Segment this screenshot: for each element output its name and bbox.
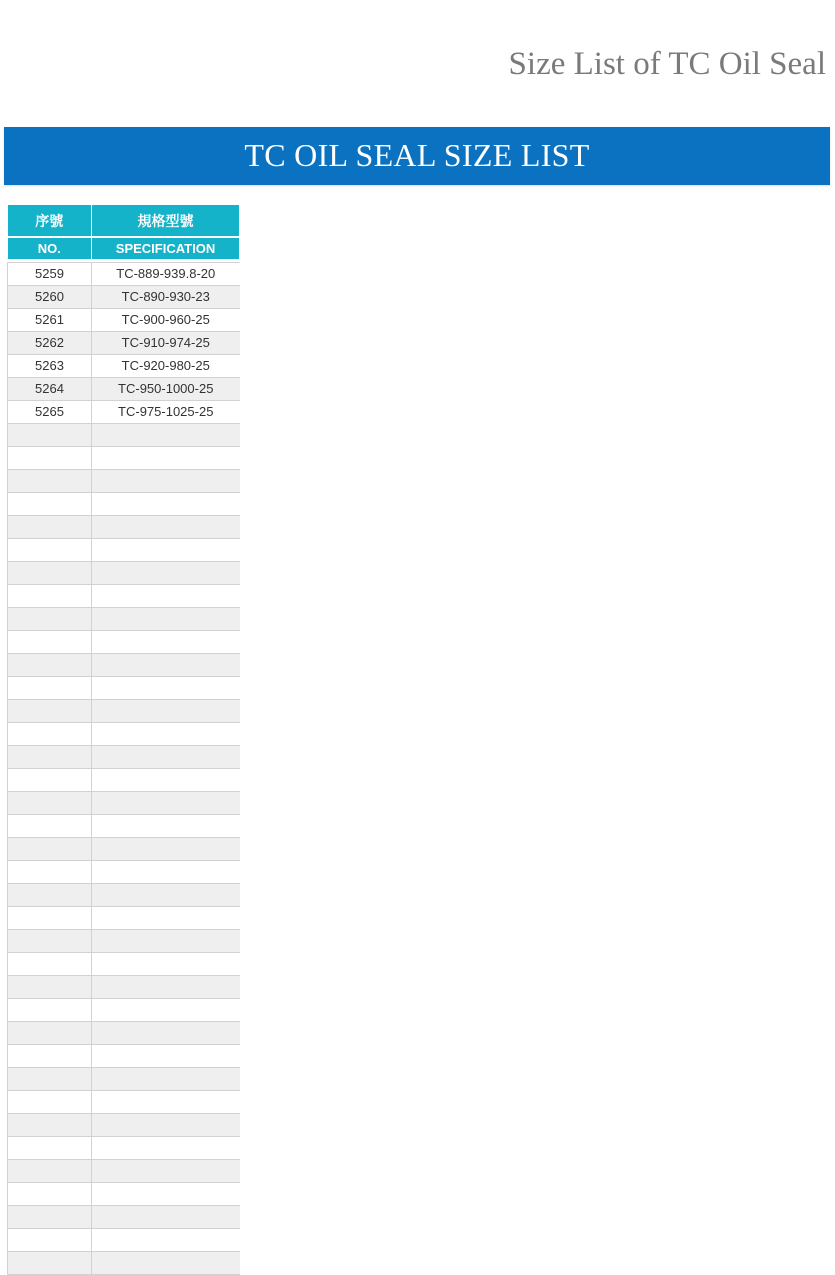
table-row — [8, 1229, 240, 1252]
cell-no: 5261 — [8, 309, 92, 332]
header-row-cn — [8, 205, 240, 237]
table-row — [8, 769, 240, 792]
cell-spec — [92, 1160, 240, 1183]
table-row — [8, 700, 240, 723]
cell-spec — [92, 608, 240, 631]
cell-spec — [92, 1229, 240, 1252]
table-row — [8, 309, 240, 332]
table-row — [8, 907, 240, 930]
cell-spec — [92, 815, 240, 838]
table-row — [8, 424, 240, 447]
cell-no — [8, 424, 92, 447]
cell-spec — [92, 792, 240, 815]
cell-no — [8, 838, 92, 861]
cell-spec — [92, 539, 240, 562]
table-row — [8, 355, 240, 378]
cell-spec — [92, 1045, 240, 1068]
cell-spec — [92, 654, 240, 677]
table-row — [8, 1114, 240, 1137]
cell-no — [8, 654, 92, 677]
cell-spec — [92, 953, 240, 976]
table-row — [8, 746, 240, 769]
table-row — [8, 1183, 240, 1206]
table-row — [8, 470, 240, 493]
size-table — [7, 205, 240, 1275]
cell-spec: TC-950-1000-25 — [92, 378, 240, 401]
table-row — [8, 861, 240, 884]
cell-no — [8, 700, 92, 723]
cell-spec — [92, 585, 240, 608]
table-row — [8, 1045, 240, 1068]
cell-spec: TC-920-980-25 — [92, 355, 240, 378]
cell-spec — [92, 447, 240, 470]
table-row — [8, 493, 240, 516]
table-row — [8, 631, 240, 654]
cell-spec — [92, 631, 240, 654]
cell-no — [8, 861, 92, 884]
cell-no — [8, 792, 92, 815]
cell-spec — [92, 861, 240, 884]
cell-no — [8, 976, 92, 999]
cell-spec — [92, 1068, 240, 1091]
cell-no — [8, 631, 92, 654]
table-row — [8, 953, 240, 976]
cell-spec — [92, 424, 240, 447]
cell-spec — [92, 884, 240, 907]
page-title: Size List of TC Oil Seal — [508, 46, 826, 82]
cell-spec: TC-900-960-25 — [92, 309, 240, 332]
cell-spec — [92, 516, 240, 539]
table-row — [8, 1022, 240, 1045]
cell-spec — [92, 907, 240, 930]
cell-spec — [92, 700, 240, 723]
cell-no — [8, 562, 92, 585]
table-row — [8, 447, 240, 470]
cell-spec: TC-910-974-25 — [92, 332, 240, 355]
cell-no — [8, 1252, 92, 1275]
table-row — [8, 930, 240, 953]
cell-spec — [92, 1206, 240, 1229]
table-row — [8, 562, 240, 585]
header-no-cn: 序號 — [8, 205, 92, 237]
cell-no — [8, 907, 92, 930]
header-row-en — [8, 237, 240, 259]
cell-spec — [92, 746, 240, 769]
cell-no — [8, 815, 92, 838]
header-no-en: NO. — [8, 237, 92, 259]
cell-no — [8, 447, 92, 470]
table-row — [8, 1091, 240, 1114]
cell-no — [8, 1091, 92, 1114]
cell-no: 5263 — [8, 355, 92, 378]
table-row — [8, 1206, 240, 1229]
table-row — [8, 792, 240, 815]
cell-spec — [92, 493, 240, 516]
cell-no — [8, 470, 92, 493]
cell-no — [8, 723, 92, 746]
cell-spec — [92, 470, 240, 493]
table-row — [8, 723, 240, 746]
cell-spec — [92, 769, 240, 792]
cell-no — [8, 1068, 92, 1091]
table-row — [8, 1160, 240, 1183]
table-row — [8, 1068, 240, 1091]
cell-spec: TC-890-930-23 — [92, 286, 240, 309]
header-spec-cn: 規格型號 — [92, 205, 240, 237]
cell-no — [8, 953, 92, 976]
cell-no: 5262 — [8, 332, 92, 355]
table-row — [8, 332, 240, 355]
cell-no — [8, 1160, 92, 1183]
table-row — [8, 608, 240, 631]
cell-spec — [92, 930, 240, 953]
table-body — [8, 263, 240, 1275]
cell-no — [8, 769, 92, 792]
header-spec-en: SPECIFICATION — [92, 237, 240, 259]
banner-title: TC OIL SEAL SIZE LIST — [244, 137, 590, 173]
table-row — [8, 516, 240, 539]
cell-spec — [92, 1183, 240, 1206]
table-row — [8, 999, 240, 1022]
cell-no: 5259 — [8, 263, 92, 286]
table-row — [8, 654, 240, 677]
table-row — [8, 976, 240, 999]
cell-spec — [92, 1114, 240, 1137]
table-row — [8, 884, 240, 907]
cell-spec — [92, 1252, 240, 1275]
cell-spec: TC-889-939.8-20 — [92, 263, 240, 286]
cell-no — [8, 1183, 92, 1206]
cell-no — [8, 1022, 92, 1045]
cell-no — [8, 539, 92, 562]
table-row — [8, 1252, 240, 1275]
cell-no — [8, 999, 92, 1022]
table-row — [8, 539, 240, 562]
table-row — [8, 585, 240, 608]
cell-spec — [92, 562, 240, 585]
cell-no — [8, 930, 92, 953]
cell-no — [8, 1114, 92, 1137]
table-row — [8, 838, 240, 861]
table-row — [8, 286, 240, 309]
cell-no — [8, 1229, 92, 1252]
cell-no — [8, 1045, 92, 1068]
cell-no: 5265 — [8, 401, 92, 424]
cell-no — [8, 1206, 92, 1229]
cell-no — [8, 585, 92, 608]
cell-no — [8, 493, 92, 516]
cell-spec — [92, 999, 240, 1022]
title-banner — [4, 127, 830, 185]
table-row — [8, 378, 240, 401]
cell-spec — [92, 1137, 240, 1160]
cell-no — [8, 677, 92, 700]
cell-spec — [92, 838, 240, 861]
cell-no — [8, 1137, 92, 1160]
cell-no: 5260 — [8, 286, 92, 309]
table-row — [8, 263, 240, 286]
cell-no — [8, 746, 92, 769]
cell-spec — [92, 723, 240, 746]
cell-no — [8, 608, 92, 631]
table-row — [8, 815, 240, 838]
cell-no — [8, 516, 92, 539]
cell-spec — [92, 1022, 240, 1045]
table-row — [8, 1137, 240, 1160]
table-row — [8, 677, 240, 700]
table-row — [8, 401, 240, 424]
cell-spec: TC-975-1025-25 — [92, 401, 240, 424]
cell-spec — [92, 1091, 240, 1114]
cell-spec — [92, 976, 240, 999]
cell-no: 5264 — [8, 378, 92, 401]
cell-no — [8, 884, 92, 907]
cell-spec — [92, 677, 240, 700]
